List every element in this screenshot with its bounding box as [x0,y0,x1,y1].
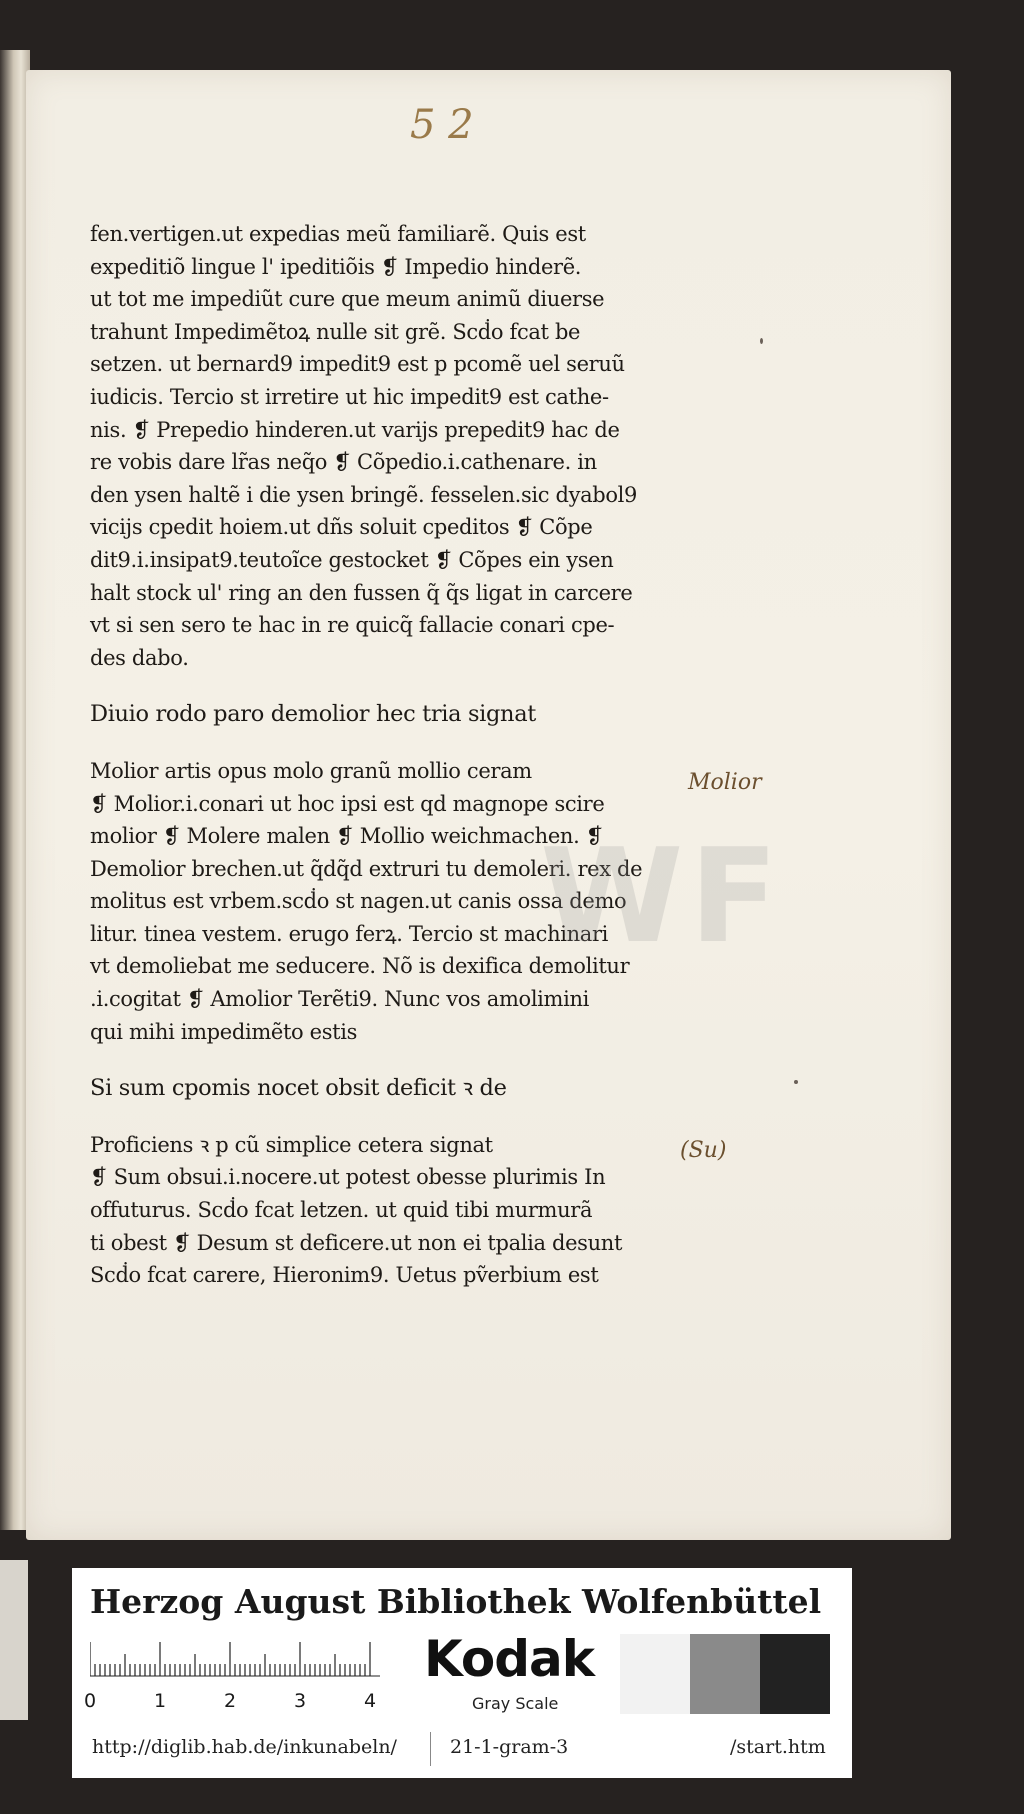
library-title: Herzog August Bibliothek Wolfenbüttel [90,1582,822,1621]
text-line: molior ❡ Molere malen ❡ Mollio weichmachen. ❡ [90,824,603,849]
gray-patch-white [620,1634,690,1714]
verse-line: Si sum cpomis nocet obsit deficit ꝛ de [90,1075,507,1102]
text-line: vt si sen sero te hac in re quicq̃ fallacie conari cpe- [90,613,615,638]
text-line: Scḋo fcat carere, Hieronim9. Uetus pṽerbium est [90,1263,599,1288]
kodak-logo: Kodak [424,1630,594,1688]
gray-patch-dark [760,1634,830,1714]
text-line: Molior artis opus molo granũ mollio ceram [90,758,532,783]
text-line: ti obest ❡ Desum st deficere.ut non ei tpalia desunt [90,1230,623,1255]
text-line: vicijs cpedit hoiem.ut dñs soluit cpeditos ❡ Cõpe [90,515,593,540]
ruler-scale [90,1638,390,1688]
text-line: den ysen haltẽ i die ysen bringẽ. fesselen.sic dyabol9 [90,482,638,507]
main-text-block [90,218,730,1292]
text-line: litur. tinea vestem. erugo ferꝝ. Tercio st machinari [90,921,609,946]
text-line: molitus est vrbem.scḋo st nagen.ut canis ossa demo [90,889,627,914]
text-line: Demolior brechen.ut q̃dq̃d extruri tu demoleri. rex de [90,856,643,881]
watermark: WF [540,820,785,972]
footer-shelfmark: 21-1-gram-3 [450,1736,569,1758]
footer-url-right: /start.htm [730,1736,826,1758]
text-line: offuturus. Scḋo fcat letzen. ut quid tibi murmurã [90,1198,593,1223]
margin-note: (Su) [680,1138,727,1163]
color-target-card [72,1568,852,1778]
verse-line: Diuio rodo paro demolior hec tria signat [90,701,536,728]
text-line: halt stock ul' ring an den fussen q̃ q̃s ligat in carcere [90,580,633,605]
page-edge-strip [0,1560,28,1720]
folio-number: 5 2 [410,102,474,148]
text-line: Proficiens ꝛ p cũ simplice cetera signat [90,1132,493,1157]
gray-scale-label: Gray Scale [472,1694,559,1713]
ruler-number: 2 [224,1690,237,1712]
ruler-number: 4 [364,1690,377,1712]
ruler-number: 1 [154,1690,167,1712]
ruler-number: 3 [294,1690,307,1712]
footer-divider [430,1732,431,1766]
text-line: des dabo. [90,645,189,670]
text-line: vt demoliebat me seducere. Nõ is dexifica demolitur [90,954,630,979]
text-line: iudicis. Tercio st irretire ut hic impedit9 est cathe- [90,384,609,409]
text-line: setzen. ut bernard9 impedit9 est p pcomẽ uel seruũ [90,352,625,377]
text-line: ut tot me impediũt cure que meum animũ diuerse [90,287,605,312]
margin-note: Molior [688,770,762,795]
ruler-number: 0 [84,1690,97,1712]
text-line: fen.vertigen.ut expedias meũ familiarẽ. Quis est [90,222,586,246]
ink-spot [794,1080,798,1084]
text-line: dit9.i.insipat9.teutoĩce gestocket ❡ Cõpes ein ysen [90,547,614,572]
text-line: re vobis dare lr̃as neq̃o ❡ Cõpedio.i.cathenare. in [90,450,597,475]
text-line: expeditiõ lingue l' ipeditiõis ❡ Impedio hinderẽ. [90,254,582,279]
text-line: qui mihi impedimẽto estis [90,1019,358,1044]
text-line: ❡ Sum obsui.i.nocere.ut potest obesse plurimis In [90,1165,606,1190]
text-line: ❡ Molior.i.conari ut hoc ipsi est qd magnope scire [90,791,605,816]
footer-url-left: http://diglib.hab.de/inkunabeln/ [92,1736,397,1758]
text-line: trahunt Impedimẽtoꝝ nulle sit grẽ. Scḋo fcat be [90,319,581,344]
ink-spot [760,338,763,344]
text-line: .i.cogitat ❡ Amolior Terẽti9. Nunc vos amolimini [90,987,590,1012]
text-line: nis. ❡ Prepedio hinderen.ut varijs prepedit9 hac de [90,417,620,442]
gray-patch-mid [690,1634,760,1714]
